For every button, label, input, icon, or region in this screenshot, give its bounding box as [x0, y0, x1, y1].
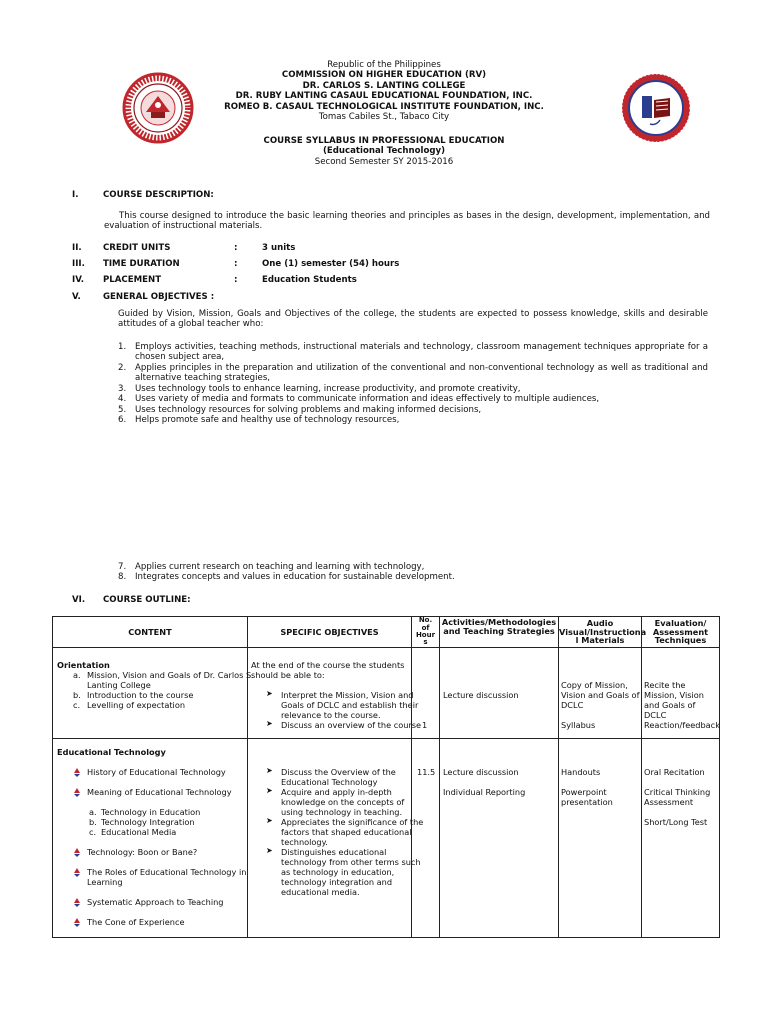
- cell-hours: 1: [412, 648, 440, 739]
- list-item: 1. Employs activities, teaching methods, instructional materials and technology, classroom management techniques appropriate for a chosen subject area,: [118, 342, 708, 363]
- section-value: Education Students: [262, 275, 357, 285]
- cell-materials: Copy of Mission, Vision and Goals of DCLC Syllabus: [559, 648, 642, 739]
- course-outline-table: [52, 616, 720, 938]
- section-label: TIME DURATION: [103, 259, 180, 269]
- course-description-text: This course designed to introduce the basic learning theories and principles as bases in the design, development, implementation, and evaluation of instructional materials.: [104, 211, 710, 232]
- header-hours: No. of Hour s: [412, 617, 440, 648]
- flame-bullet-icon: [72, 867, 82, 877]
- list-item: 5. Uses technology resources for solving problems and making informed decisions,: [118, 404, 482, 415]
- list-item: 7. Applies current research on teaching and learning with technology,: [118, 562, 425, 572]
- syllabus-title: [0, 136, 768, 167]
- section-label: COURSE DESCRIPTION:: [103, 190, 214, 200]
- syllabus-title-main: COURSE SYLLABUS IN PROFESSIONAL EDUCATION: [263, 136, 505, 146]
- header-specific-objectives: SPECIFIC OBJECTIVES: [248, 617, 412, 648]
- section-value: One (1) semester (54) hours: [262, 259, 400, 269]
- objectives-intro: Guided by Vision, Mission, Goals and Objectives of the college, the students are expected to possess knowledge, skills and desirable attitudes of a global teacher who:: [118, 309, 708, 330]
- arrow-bullet-icon: ➤: [266, 816, 273, 825]
- section-label: GENERAL OBJECTIVES :: [103, 292, 215, 302]
- foundation-name-2: ROMEO B. CASAUL TECHNOLOGICAL INSTITUTE FOUNDATION, INC.: [224, 101, 544, 112]
- cell-content: Orientation a. Mission, Vision and Goals of Dr. Carlos S. Lanting College b. Introduction to the course c. Levelling of expectation: [53, 648, 248, 739]
- cell-objectives: ➤ Discuss the Overview of the Educational Technology ➤ Acquire and apply in-depth knowledge on the concepts of using technology in teaching. ➤ Appreciates the significance of the factors that shaped educational technology. ➤ Distinguishes educational technology from other terms such as technology in education, technology integration and educational media.: [248, 739, 412, 938]
- flame-bullet-icon: [72, 787, 82, 797]
- section-number: II.: [72, 243, 82, 253]
- objectives-list: [118, 342, 708, 426]
- arrow-bullet-icon: ➤: [266, 846, 273, 855]
- arrow-bullet-icon: ➤: [266, 689, 273, 698]
- address-line: Tomas Cabiles St., Tabaco City: [318, 112, 450, 123]
- section-label: PLACEMENT: [103, 275, 162, 285]
- colon: :: [234, 275, 238, 285]
- list-item: 2. Applies principles in the preparation and utilization of the conventional and non-conventional technology as well as traditional and alternative teaching strategies,: [118, 362, 708, 384]
- header-activities: Activities/Methodologies and Teaching Strategies: [440, 617, 559, 648]
- objectives-list-continued: [118, 562, 708, 583]
- table-row: [53, 739, 720, 938]
- section-number: IV.: [72, 275, 85, 285]
- header-content: CONTENT: [53, 617, 248, 648]
- row-title: Educational Technology: [57, 747, 166, 757]
- foundation-name-1: DR. RUBY LANTING CASAUL EDUCATIONAL FOUNDATION, INC.: [235, 91, 533, 102]
- arrow-bullet-icon: ➤: [266, 719, 273, 728]
- table-row: [53, 648, 720, 739]
- cell-materials: Handouts Powerpoint presentation: [559, 739, 642, 938]
- cell-evaluation: Oral Recitation Critical Thinking Assessment Short/Long Test: [642, 739, 720, 938]
- row-title: Orientation: [57, 660, 110, 670]
- table-header-row: [53, 617, 720, 648]
- flame-bullet-icon: [72, 767, 82, 777]
- flame-bullet-icon: [72, 847, 82, 857]
- arrow-bullet-icon: ➤: [266, 766, 273, 775]
- cell-objectives: At the end of the course the students should be able to: ➤ Interpret the Mission, Vision and Goals of DCLC and establish their relevance to the course. ➤ Discuss an overview of the course: [248, 648, 412, 739]
- colon: :: [234, 259, 238, 269]
- cell-evaluation: Recite the Mission, Vision and Goals of DCLC Reaction/feedback: [642, 648, 720, 739]
- republic-line: Republic of the Philippines: [327, 60, 441, 70]
- commission-line: COMMISSION ON HIGHER EDUCATION (RV): [281, 70, 487, 81]
- syllabus-semester: Second Semester SY 2015-2016: [314, 156, 454, 167]
- list-item: 3. Uses technology tools to enhance learning, increase productivity, and promote creativity,: [118, 383, 521, 394]
- syllabus-subject: (Educational Technology): [322, 146, 446, 157]
- section-number: III.: [72, 259, 85, 269]
- flame-bullet-icon: [72, 917, 82, 927]
- college-name: DR. CARLOS S. LANTING COLLEGE: [302, 80, 466, 91]
- arrow-bullet-icon: ➤: [266, 786, 273, 795]
- colon: :: [234, 243, 238, 253]
- section-number: I.: [72, 190, 79, 200]
- cell-activities: Lecture discussion Individual Reporting: [440, 739, 559, 938]
- list-item: 4. Uses variety of media and formats to communicate information and ideas effectively to multiple audiences,: [118, 394, 600, 405]
- list-item: 6. Helps promote safe and healthy use of technology resources,: [118, 415, 400, 426]
- cell-content: Educational Technology History of Educational Technology Meaning of Educational Technology a. Technology in Education b. Technology Integration c. Educational Media Technology: Boon or Bane? The Roles of Educational Technology in Learning Systematic Approach to Teaching The Cone of Experience: [53, 739, 248, 938]
- document-header: [0, 60, 768, 123]
- list-item: 8. Integrates concepts and values in education for sustainable development.: [118, 572, 455, 583]
- header-materials: Audio Visual/Instructiona l Materials: [559, 617, 642, 648]
- section-number: VI.: [72, 595, 86, 605]
- section-label: COURSE OUTLINE:: [103, 595, 191, 605]
- header-evaluation: Evaluation/ Assessment Techniques: [642, 617, 720, 648]
- section-label: CREDIT UNITS: [103, 243, 171, 253]
- cell-activities: Lecture discussion: [440, 648, 559, 739]
- section-value: 3 units: [262, 243, 296, 253]
- flame-bullet-icon: [72, 897, 82, 907]
- cell-hours: 11.5: [412, 739, 440, 938]
- section-number: V.: [72, 292, 81, 302]
